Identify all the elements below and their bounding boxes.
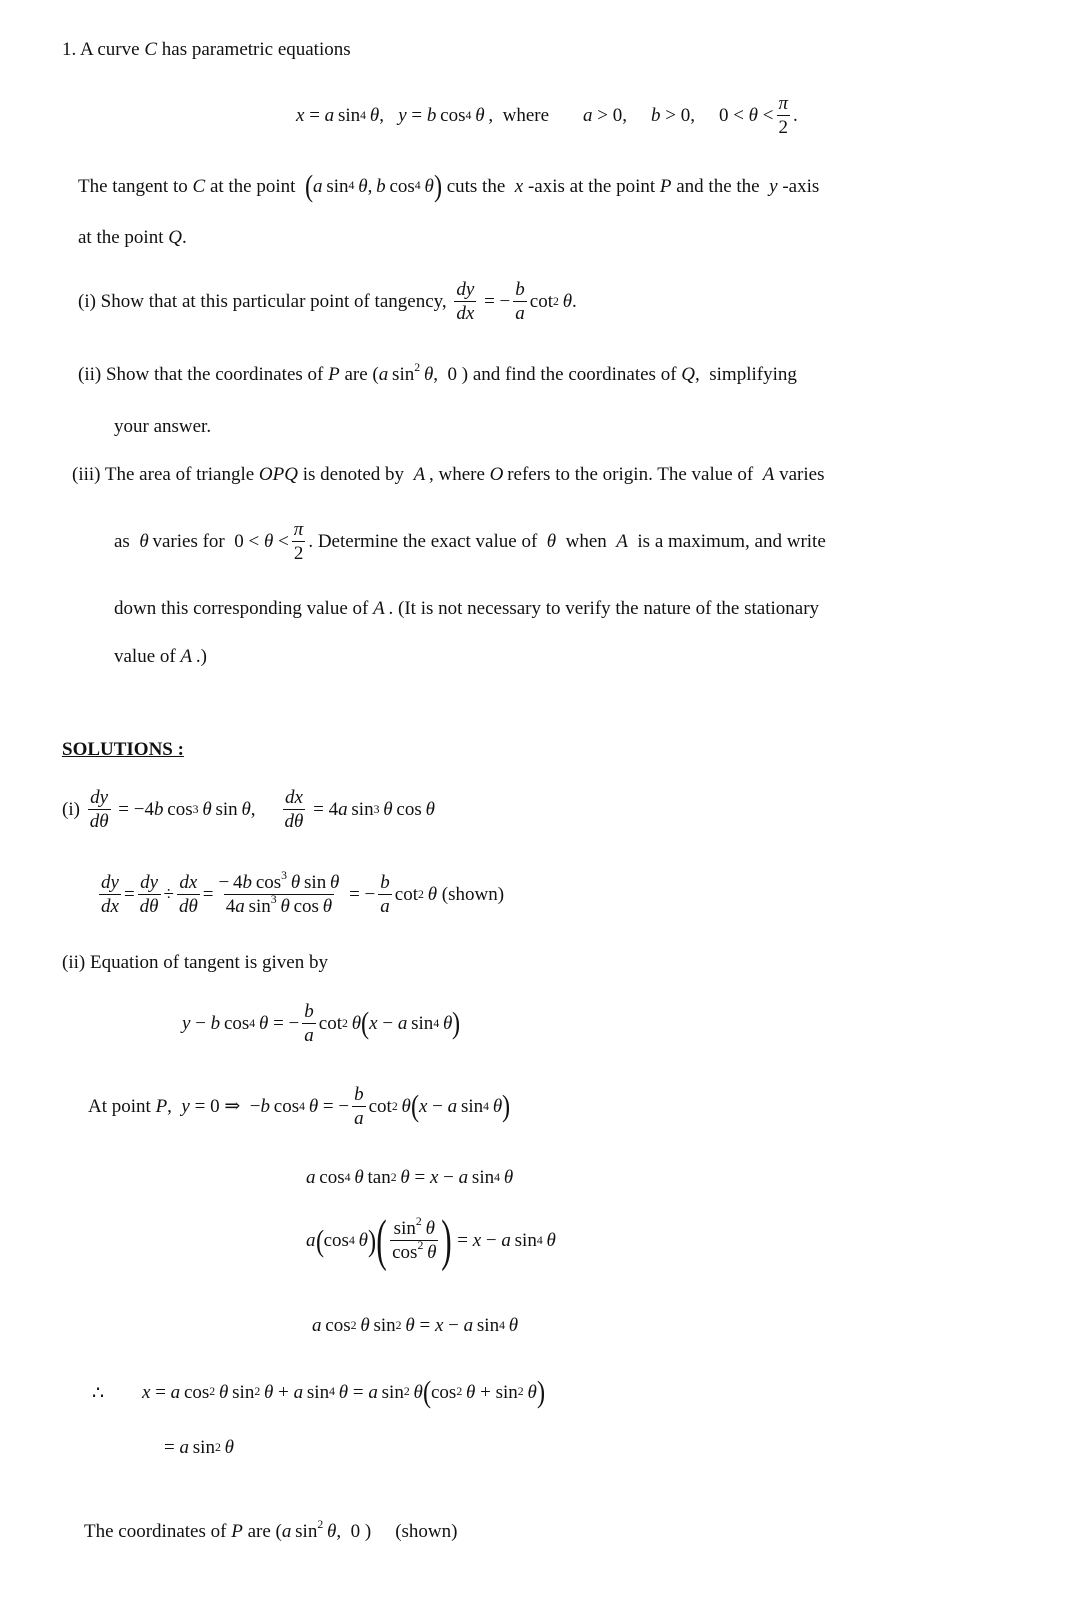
point-p-substitution: At point P , y = 0 ⇒ − b cos 4 θ = − b a cot 2 θ ( x − a sin 4 θ ) [88,1084,511,1129]
part-iii-question-line4: value of A .) [114,646,207,667]
parametric-equations: x = a sin 4 θ , y = b cos 4 θ , where a > 0, b > 0, 0 < θ < π 2 . [296,93,798,138]
part-i-question: (i) Show that at this particular point of tangency, dy dx = − b a cot 2 θ . [78,279,577,324]
step-x-value: x = a cos 2 θ sin 2 θ + a sin 4 θ = a sin 2 θ ( cos 2 θ + sin 2 θ ) [142,1375,545,1409]
step-simplified: a cos 2 θ sin 2 θ = x − a sin 4 θ [312,1315,519,1336]
part-ii-question: (ii) Show that the coordinates of P are (a $\sin^2 \theta$, 0 ) and find the coordinates of Q, simplifying [78,361,797,385]
step-x-final: = a sin 2 θ [164,1437,234,1458]
step-tan: a cos 4 θ tan 2 θ = x − a sin 4 θ [306,1167,514,1188]
tangent-equation: y − b cos 4 θ = − b a cot 2 θ ( x − a sin 4 θ ) [182,1001,461,1046]
step-sin-over-cos: a ( cos 4 θ ) ( $\sin^2 \theta$ $\cos^2 \theta$ ) = x − a sin 4 θ [306,1209,556,1272]
conclusion-p: The coordinates of P are (a $\sin^2 \theta$, 0 ) (shown) [84,1518,458,1542]
part-iii-question-line2: as θ varies for 0 < θ < π 2 . Determine the exact value of θ when A is a maximum, and write [114,519,826,564]
therefore-symbol: ∴ [92,1383,105,1404]
tangent-statement: The tangent to C at the point ( a sin 4 θ , b cos 4 θ ) cuts the x -axis at the point P and the the y -axis [78,169,820,203]
solution-i-chain-rule: dy dx = dy dθ ÷ dx dθ = − 4b $\cos^3 \theta$ sin θ 4a $\sin^3 \theta$ cos θ = − b a cot 2 θ (shown) [101,869,505,917]
tangent-statement-line2: at the point Q. [78,227,187,248]
solution-ii-intro: (ii) Equation of tangent is given by [62,952,328,973]
part-iii-question: (iii) The area of triangle OPQ is denoted by A , where O refers to the origin. The value of A varies [72,464,825,485]
part-ii-question-line2: your answer. [114,416,212,437]
solutions-heading: SOLUTIONS : [62,739,184,760]
solution-i-derivatives: (i) dy dθ = −4 b cos 3 θ sin θ , dx dθ = 4 a sin 3 θ cos θ [62,787,435,832]
question-intro: 1. A curve C has parametric equations [62,39,351,60]
part-iii-question-line3: down this corresponding value of A . (It is not necessary to verify the nature of the stationary [114,598,820,619]
